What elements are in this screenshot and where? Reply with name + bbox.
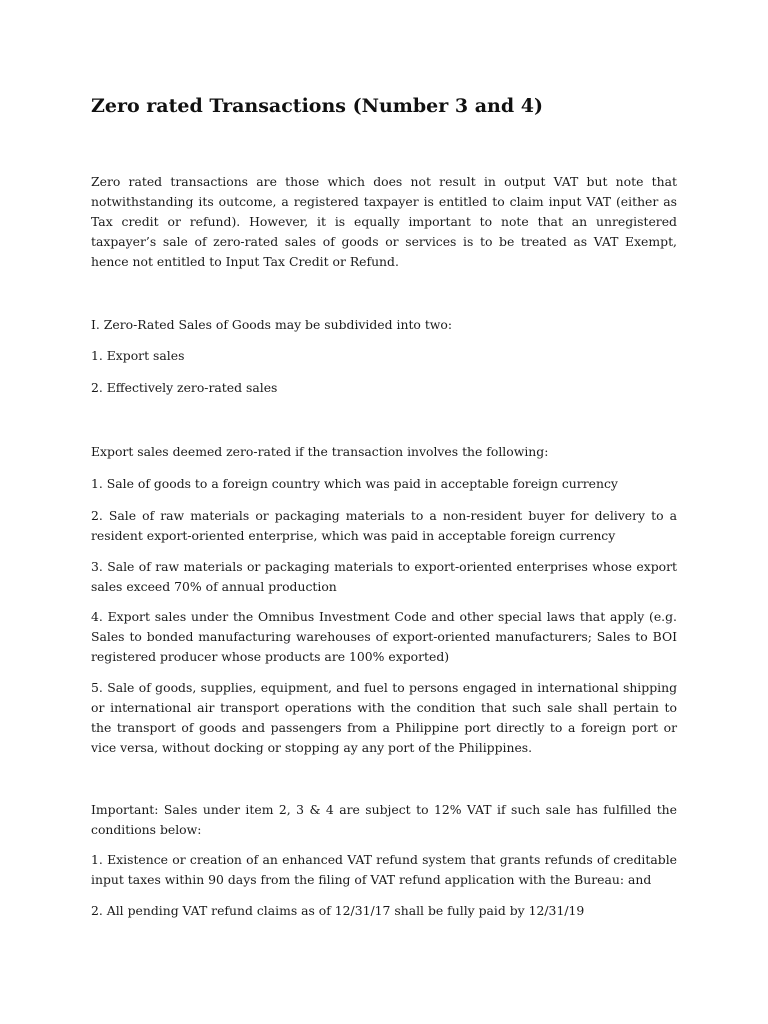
document-title: Zero rated Transactions (Number 3 and 4) [91,95,543,117]
document-page [91,0,677,1024]
export-sales-item-3: 3. Sale of raw materials or packaging materials to export-oriented enterprises whose export sales exceed 70% of annual production [91,559,677,594]
intro-paragraph: Zero rated transactions are those which does not result in output VAT but note that notwithstanding its outcome, a registered taxpayer is entitled to claim input VAT (either as Tax credit or refund). However, it is equally important to note that an unregistered taxpayer’s sale of zero-rated sales of goods or services is to be treated as VAT Exempt, hence not entitled to Input Tax Credit or Refund. [91,174,677,269]
section1-item-1: 1. Export sales [91,348,185,363]
important-heading: Important: Sales under item 2, 3 & 4 are subject to 12% VAT if such sale has fulfilled the conditions below: [91,802,677,837]
section1-item-2: 2. Effectively zero-rated sales [91,380,278,395]
export-sales-item-5: 5. Sale of goods, supplies, equipment, and fuel to persons engaged in international shipping or international air transport operations with the condition that such sale shall pertain to the transport of goods and passengers from a Philippine port directly to a foreign port or vice versa, without docking or stopping ay any port of the Philippines. [91,680,677,755]
section1-heading: I. Zero-Rated Sales of Goods may be subdivided into two: [91,317,453,332]
export-sales-heading: Export sales deemed zero-rated if the transaction involves the following: [91,444,549,459]
important-item-1: 1. Existence or creation of an enhanced VAT refund system that grants refunds of creditable input taxes within 90 days from the filing of VAT refund application with the Bureau: and [91,852,677,887]
export-sales-item-1: 1. Sale of goods to a foreign country which was paid in acceptable foreign currency [91,476,618,491]
important-item-2: 2. All pending VAT refund claims as of 12/31/17 shall be fully paid by 12/31/19 [91,903,585,918]
export-sales-item-4: 4. Export sales under the Omnibus Investment Code and other special laws that apply (e.g. Sales to bonded manufacturing warehouses of export-oriented manufacturers; Sales to BOI registered producer whose products are 100% exported) [91,609,677,664]
export-sales-item-2: 2. Sale of raw materials or packaging materials to a non-resident buyer for delivery to a resident export-oriented enterprise, which was paid in acceptable foreign currency [91,508,677,543]
